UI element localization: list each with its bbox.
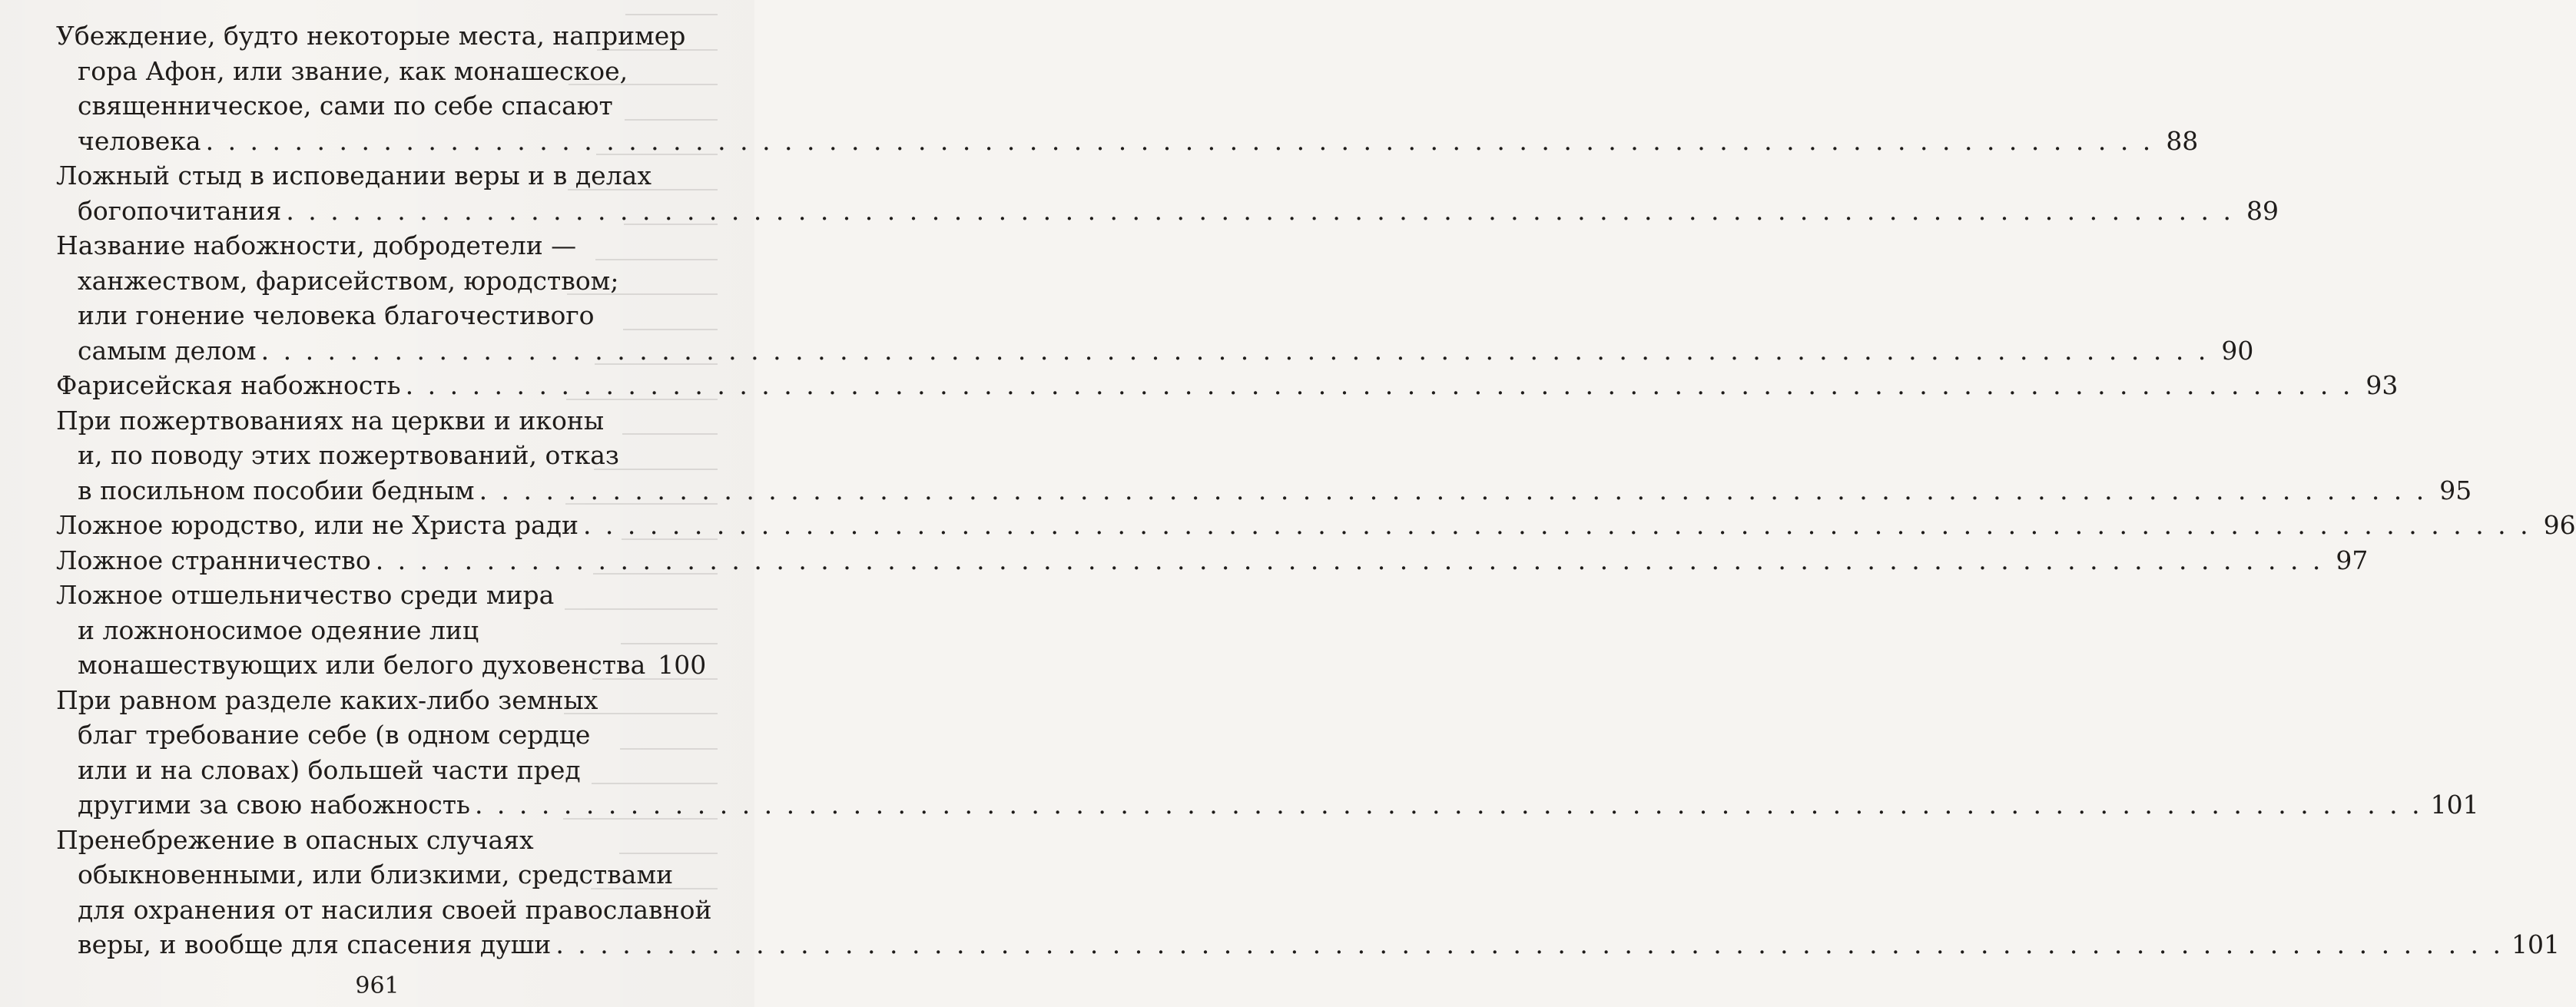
toc-entry-text: благ требование себе (в одном сердце [78, 720, 591, 750]
toc-entry-text: веры, и вообще для спасения души [78, 929, 552, 959]
toc-entry [56, 368, 2399, 403]
table-of-contents [56, 18, 2576, 962]
toc-entry-last-line [56, 543, 2369, 578]
toc-entry-text: для охранения от насилия своей православной [78, 894, 712, 925]
toc-entry-text: Пренебрежение в опасных случаях [56, 824, 534, 855]
toc-entry [56, 508, 2576, 543]
toc-entry-text: Название набожности, добродетели — [56, 230, 577, 260]
toc-entry-last-line [56, 194, 2279, 229]
page-number: 90 [2221, 335, 2254, 366]
toc-entry-text: или и на словах) большей части пред [78, 754, 581, 785]
toc-entry-last-line [56, 927, 2561, 962]
toc-entry-text: монашествующих или белого духовенства [78, 650, 646, 680]
toc-entry-text: и, по поводу этих пожертвований, отказ [78, 440, 619, 470]
toc-entry-text: Ложное юродство, или не Христа ради [56, 510, 579, 540]
page-number: 101 [2430, 790, 2479, 820]
toc-entry-text: ханжеством, фарисейством, юродством; [78, 265, 619, 296]
page-number: 95 [2439, 475, 2472, 505]
toc-entry [56, 18, 2199, 158]
toc-entry-last-line [56, 124, 2199, 159]
toc-entry-last-line [56, 368, 2399, 403]
toc-entry [56, 403, 2472, 508]
toc-entry-text: Фарисейская набожность [56, 370, 401, 400]
toc-entry-last-line [56, 508, 2576, 543]
toc-entry [56, 578, 707, 683]
dot-leader [206, 124, 2154, 159]
page-number: 96 [2543, 510, 2576, 540]
toc-entry-text: и ложноносимое одеяние лиц [78, 614, 479, 645]
toc-entry-text: священническое, сами по себе спасают [78, 91, 613, 121]
dot-leader [286, 194, 2234, 229]
page-number: 97 [2336, 545, 2369, 575]
toc-entry [56, 543, 2369, 578]
toc-entry-last-line [56, 473, 2472, 508]
toc-entry [56, 683, 2479, 823]
dot-leader [376, 543, 2324, 578]
page-number: 100 [658, 650, 707, 680]
toc-entry-last-line [56, 648, 707, 683]
toc-entry-last-line [56, 787, 2479, 823]
toc-entry-text: самым делом [78, 335, 257, 366]
toc-entry-text: Убеждение, будто некоторые места, например [56, 21, 686, 51]
toc-entry-text: богопочитания [78, 195, 282, 226]
page-number: 88 [2166, 125, 2199, 156]
toc-entry-text: Ложное отшельничество среди мира [56, 580, 555, 610]
toc-entry [56, 823, 2561, 962]
toc-entry-text: или гонение человека благочестивого [78, 300, 595, 330]
folio-page-number: 961 [355, 972, 399, 999]
page-number: 93 [2365, 370, 2399, 400]
toc-entry-text: человека [78, 125, 201, 156]
dot-leader [261, 333, 2210, 369]
toc-entry-text: обыкновенными, или близкими, средствами [78, 860, 674, 889]
toc-entry-text: Ложное странничество [56, 545, 371, 575]
toc-entry [56, 228, 2254, 368]
toc-entry-last-line [56, 333, 2254, 369]
page-number: 89 [2246, 195, 2279, 226]
dot-leader [479, 473, 2428, 508]
dot-leader [475, 787, 2423, 823]
toc-entry-text: в посильном пособии бедным [78, 475, 475, 505]
toc-entry-text: гора Афон, или звание, как монашеское, [78, 55, 628, 86]
toc-entry-text: При равном разделе каких-либо земных [56, 684, 598, 715]
page-number: 101 [2511, 929, 2561, 959]
dot-leader [406, 368, 2354, 403]
toc-entry-text: При пожертвованиях на церкви и иконы [56, 405, 605, 436]
dot-leader [583, 508, 2531, 543]
toc-entry-text: Ложный стыд в исповедании веры и в делах [56, 161, 651, 190]
toc-entry [56, 158, 2279, 228]
dot-leader [555, 927, 2504, 962]
toc-entry-text: другими за свою набожность [78, 790, 470, 820]
